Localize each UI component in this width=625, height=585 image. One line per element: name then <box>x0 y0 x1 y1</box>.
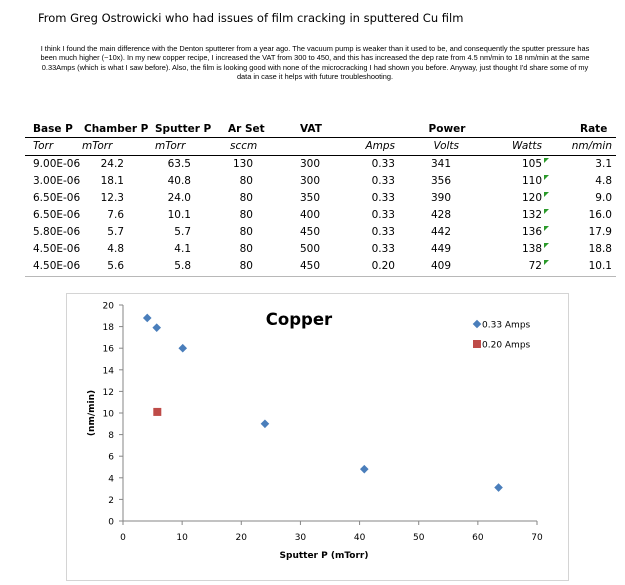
table-cell: 18.8 <box>588 243 612 255</box>
table-cell: 9.00E-06 <box>33 158 81 170</box>
table-cell: 72 <box>528 260 542 272</box>
chart <box>66 293 569 581</box>
table-cell: 110 <box>521 175 542 187</box>
data-table <box>25 120 616 278</box>
table-cell: 4.50E-06 <box>33 243 81 255</box>
table-cell: 9.0 <box>595 192 612 204</box>
page-title: From Greg Ostrowicki who had issues of film cracking in sputtered Cu film <box>38 11 464 25</box>
table-cell: 300 <box>299 158 320 170</box>
table-cell: 105 <box>521 158 542 170</box>
table-cell: 10.1 <box>167 209 191 221</box>
x-tick-label: 10 <box>176 533 188 543</box>
table-cell: 80 <box>239 243 253 255</box>
table-cell: 17.9 <box>588 226 612 238</box>
y-tick-label: 4 <box>108 474 114 485</box>
table-cell: 450 <box>299 226 320 238</box>
table-cell: 0.33 <box>371 243 395 255</box>
table-header-cell: Ar Set <box>228 123 265 135</box>
cell-comment-marker <box>544 260 549 265</box>
table-cell: 138 <box>521 243 542 255</box>
table-cell: 136 <box>521 226 542 238</box>
table-cell: 80 <box>239 226 253 238</box>
cell-comment-marker <box>544 175 549 180</box>
x-tick-label: 0 <box>120 533 126 543</box>
table-unit-cell: sccm <box>230 140 258 152</box>
y-tick-label: 10 <box>102 409 114 420</box>
legend-marker <box>473 340 481 348</box>
table-cell: 80 <box>239 175 253 187</box>
table-cell: 80 <box>239 209 253 221</box>
table-cell: 5.6 <box>107 260 124 272</box>
table-cell: 4.8 <box>595 175 612 187</box>
table-header-cell: Chamber P <box>84 123 149 135</box>
table-cell: 0.33 <box>371 209 395 221</box>
table-unit-cell: mTorr <box>155 140 186 152</box>
table-cell: 5.7 <box>107 226 124 238</box>
table-cell: 409 <box>430 260 451 272</box>
x-tick-label: 20 <box>235 533 248 543</box>
note-paragraph: I think I found the main difference with the Denton sputterer from a year ago. The vacuum pump is weaker than it used to be, and consequently the sputter pressure has been much higher (~10x). In my new copper recipe, I increased the VAT from 300 to 450, and this has increased the dep rate from 4.5 nm/min to 18 nm/min at the same 0.33Amps (which is what I saw before). Also, the film is looking good with none of the microcracking I had shown you before. Anyway, just thought I'd share some of my data in case it helps with future troubleshooting. <box>40 44 590 81</box>
table-cell: 400 <box>299 209 320 221</box>
table-unit-cell: Amps <box>365 140 395 152</box>
data-point <box>152 323 161 332</box>
table-cell: 7.6 <box>107 209 124 221</box>
table-cell: 80 <box>239 192 253 204</box>
y-tick-label: 8 <box>108 431 114 442</box>
table-header-cell: Power <box>428 123 466 135</box>
table-cell: 350 <box>299 192 320 204</box>
table-cell: 6.50E-06 <box>33 209 81 221</box>
table-cell: 16.0 <box>588 209 612 221</box>
table-cell: 442 <box>430 226 451 238</box>
table-cell: 500 <box>299 243 320 255</box>
table-rule <box>25 137 616 138</box>
data-point <box>261 420 270 429</box>
table-cell: 428 <box>430 209 451 221</box>
table-cell: 4.1 <box>174 243 191 255</box>
y-tick-label: 0 <box>108 517 114 528</box>
table-unit-cell: nm/min <box>571 140 612 152</box>
table-header-cell: Base P <box>33 123 73 135</box>
table-cell: 120 <box>521 192 542 204</box>
y-tick-label: 12 <box>102 387 114 398</box>
table-cell: 40.8 <box>167 175 191 187</box>
cell-comment-marker <box>544 209 549 214</box>
y-axis-label: (nm/min) <box>87 389 97 437</box>
y-tick-label: 18 <box>102 323 114 334</box>
table-cell: 3.1 <box>595 158 612 170</box>
data-point <box>143 314 152 323</box>
y-tick-label: 20 <box>102 301 114 312</box>
x-tick-label: 40 <box>353 533 366 543</box>
table-cell: 12.3 <box>100 192 124 204</box>
cell-comment-marker <box>544 192 549 197</box>
table-cell: 3.00E-06 <box>33 175 81 187</box>
table-unit-cell: mTorr <box>82 140 113 152</box>
table-cell: 6.50E-06 <box>33 192 81 204</box>
table-cell: 24.2 <box>100 158 124 170</box>
table-header-cell: Sputter P <box>155 123 212 135</box>
x-tick-label: 50 <box>412 533 425 543</box>
table-cell: 0.33 <box>371 175 395 187</box>
cell-comment-marker <box>544 226 549 231</box>
legend-label: 0.33 Amps <box>482 320 531 331</box>
table-cell: 10.1 <box>588 260 612 272</box>
cell-comment-marker <box>544 243 549 248</box>
table-unit-cell: Volts <box>433 140 459 152</box>
table-cell: 80 <box>239 260 253 272</box>
y-tick-label: 6 <box>108 452 114 463</box>
x-tick-label: 70 <box>531 533 543 543</box>
legend-label: 0.20 Amps <box>482 340 531 351</box>
table-header-cell: Rate <box>580 123 608 135</box>
y-tick-label: 2 <box>108 495 114 506</box>
chart-svg <box>67 294 568 580</box>
table-cell: 63.5 <box>167 158 191 170</box>
table-header-cell: VAT <box>300 123 322 135</box>
table-cell: 130 <box>232 158 253 170</box>
table-cell: 0.33 <box>371 158 395 170</box>
data-point <box>153 408 161 416</box>
data-point <box>494 483 503 492</box>
table-cell: 4.50E-06 <box>33 260 81 272</box>
table-rule <box>25 276 616 277</box>
cell-comment-marker <box>544 158 549 163</box>
table-cell: 0.33 <box>371 226 395 238</box>
table-cell: 341 <box>430 158 451 170</box>
x-axis-label: Sputter P (mTorr) <box>279 551 369 561</box>
table-cell: 132 <box>521 209 542 221</box>
table-cell: 4.8 <box>107 243 124 255</box>
table-unit-cell: Torr <box>33 140 54 152</box>
chart-title: Copper <box>265 310 333 329</box>
x-tick-label: 30 <box>294 533 307 543</box>
table-cell: 18.1 <box>100 175 124 187</box>
table-cell: 300 <box>299 175 320 187</box>
x-tick-label: 60 <box>472 533 484 543</box>
table-cell: 5.8 <box>174 260 191 272</box>
table-cell: 0.33 <box>371 192 395 204</box>
data-point <box>178 344 187 353</box>
table-cell: 390 <box>430 192 451 204</box>
table-cell: 5.7 <box>174 226 191 238</box>
data-point <box>360 465 369 474</box>
y-tick-label: 14 <box>102 366 114 377</box>
table-unit-cell: Watts <box>512 140 542 152</box>
table-cell: 0.20 <box>371 260 395 272</box>
table-cell: 24.0 <box>167 192 191 204</box>
y-tick-label: 16 <box>102 344 114 355</box>
table-cell: 450 <box>299 260 320 272</box>
legend-marker <box>473 320 482 329</box>
table-cell: 449 <box>430 243 451 255</box>
table-cell: 356 <box>430 175 451 187</box>
table-rule <box>25 155 616 156</box>
table-cell: 5.80E-06 <box>33 226 81 238</box>
